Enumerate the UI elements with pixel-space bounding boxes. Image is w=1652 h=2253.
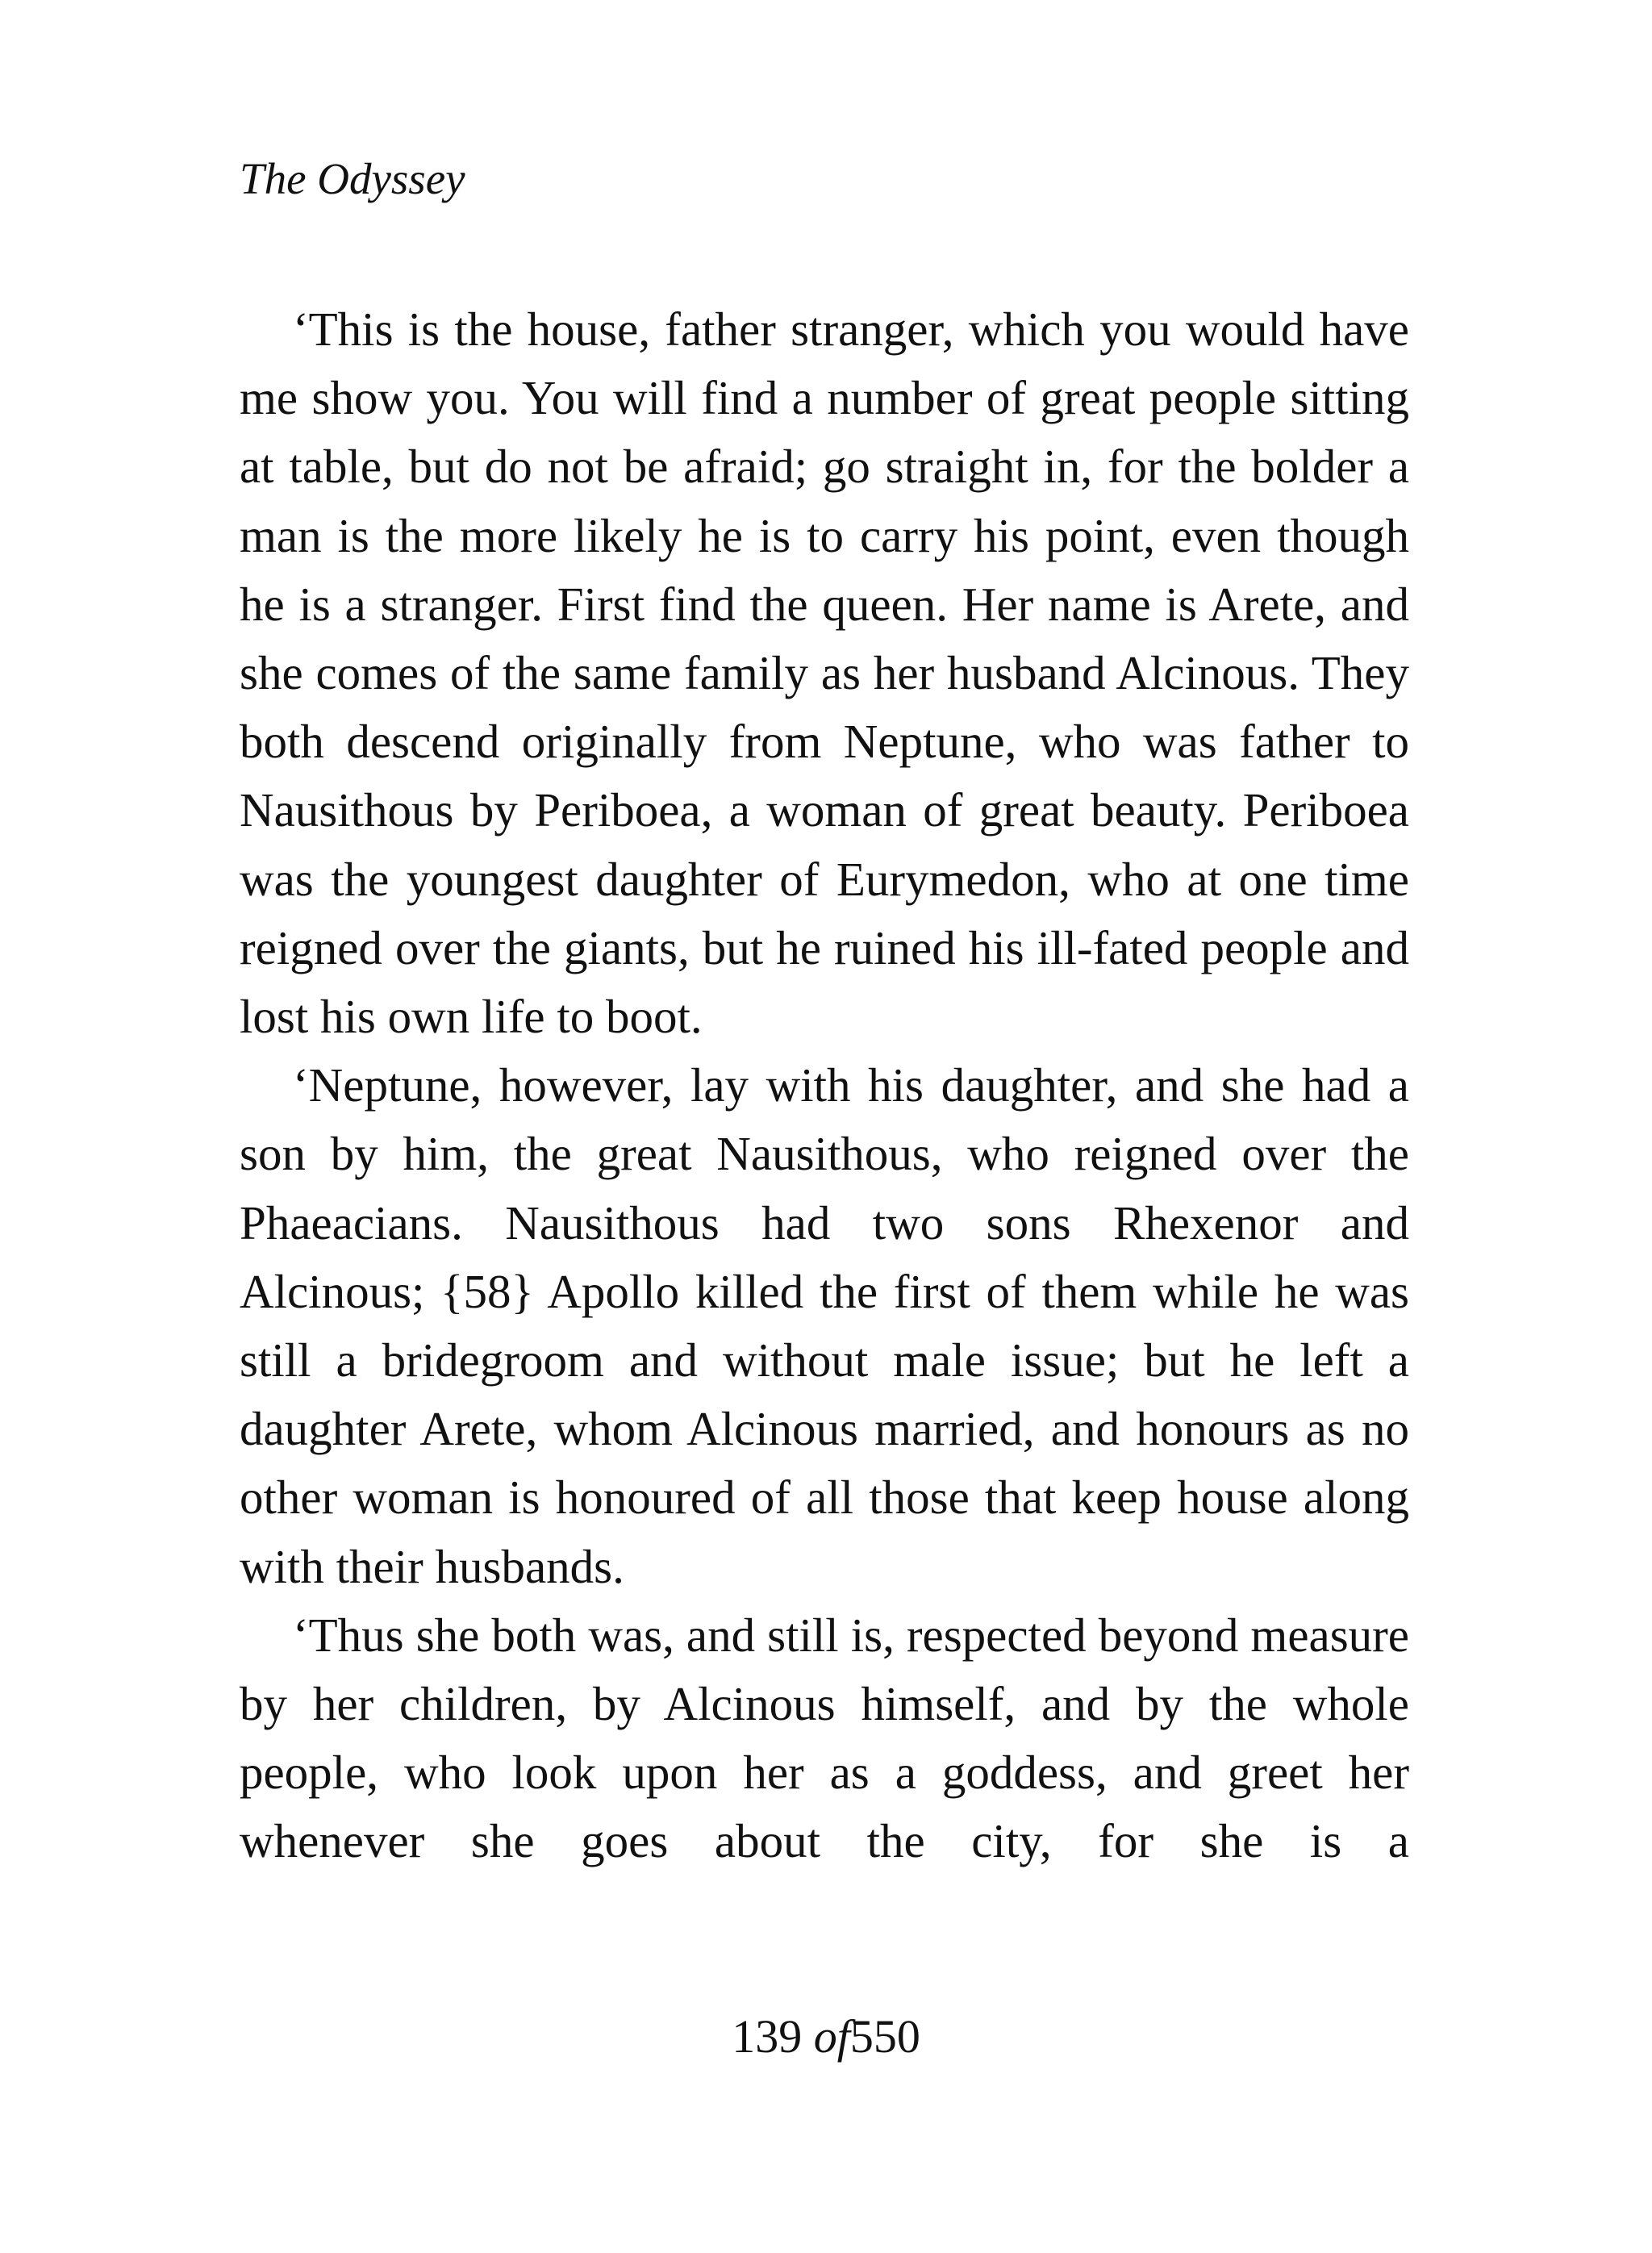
page-number-total: 550 — [849, 2010, 920, 2063]
paragraph-1: ‘This is the house, father stranger, which you would have me show you. You will find a number of great people sitting at table, but do not be afraid; go straight in, for the bolder a man is the more likely he is to carry his point, even though he is a stranger. First find the queen. Her name is Arete, and she comes of the same family as her husband Alcinous. They both descend originally from Neptune, who was father to Nausithous by Periboea, a woman of great beauty. Periboea was the youngest daughter of Eurymedon, who at one time reigned over the giants, but he ruined his ill-fated people and lost his own life to boot. — [240, 302, 1409, 1044]
paragraph-3: ‘Thus she both was, and still is, respected beyond measure by her children, by Alcinous himself, and by the whole people, who look upon her as a goddess, and greet her whenever she goes about the city, for she is a — [240, 1608, 1409, 1868]
page-number-current: 139 — [732, 2010, 803, 2063]
page-body — [240, 295, 1409, 1876]
page-number-of: of — [813, 2010, 850, 2063]
running-title: The Odyssey — [240, 154, 465, 203]
page-number — [0, 2005, 1652, 2069]
paragraph-2: ‘Neptune, however, lay with his daughter, and she had a son by him, the great Nausithous, who reigned over the Phaeacians. Nausithous had two sons Rhexenor and Alcinous; {58} Apollo killed the first of them while he was still a bridegroom and without male issue; but he left a daughter Arete, whom Alcinous married, and honours as no other woman is honoured of all those that keep house along with their husbands. — [240, 1058, 1409, 1593]
